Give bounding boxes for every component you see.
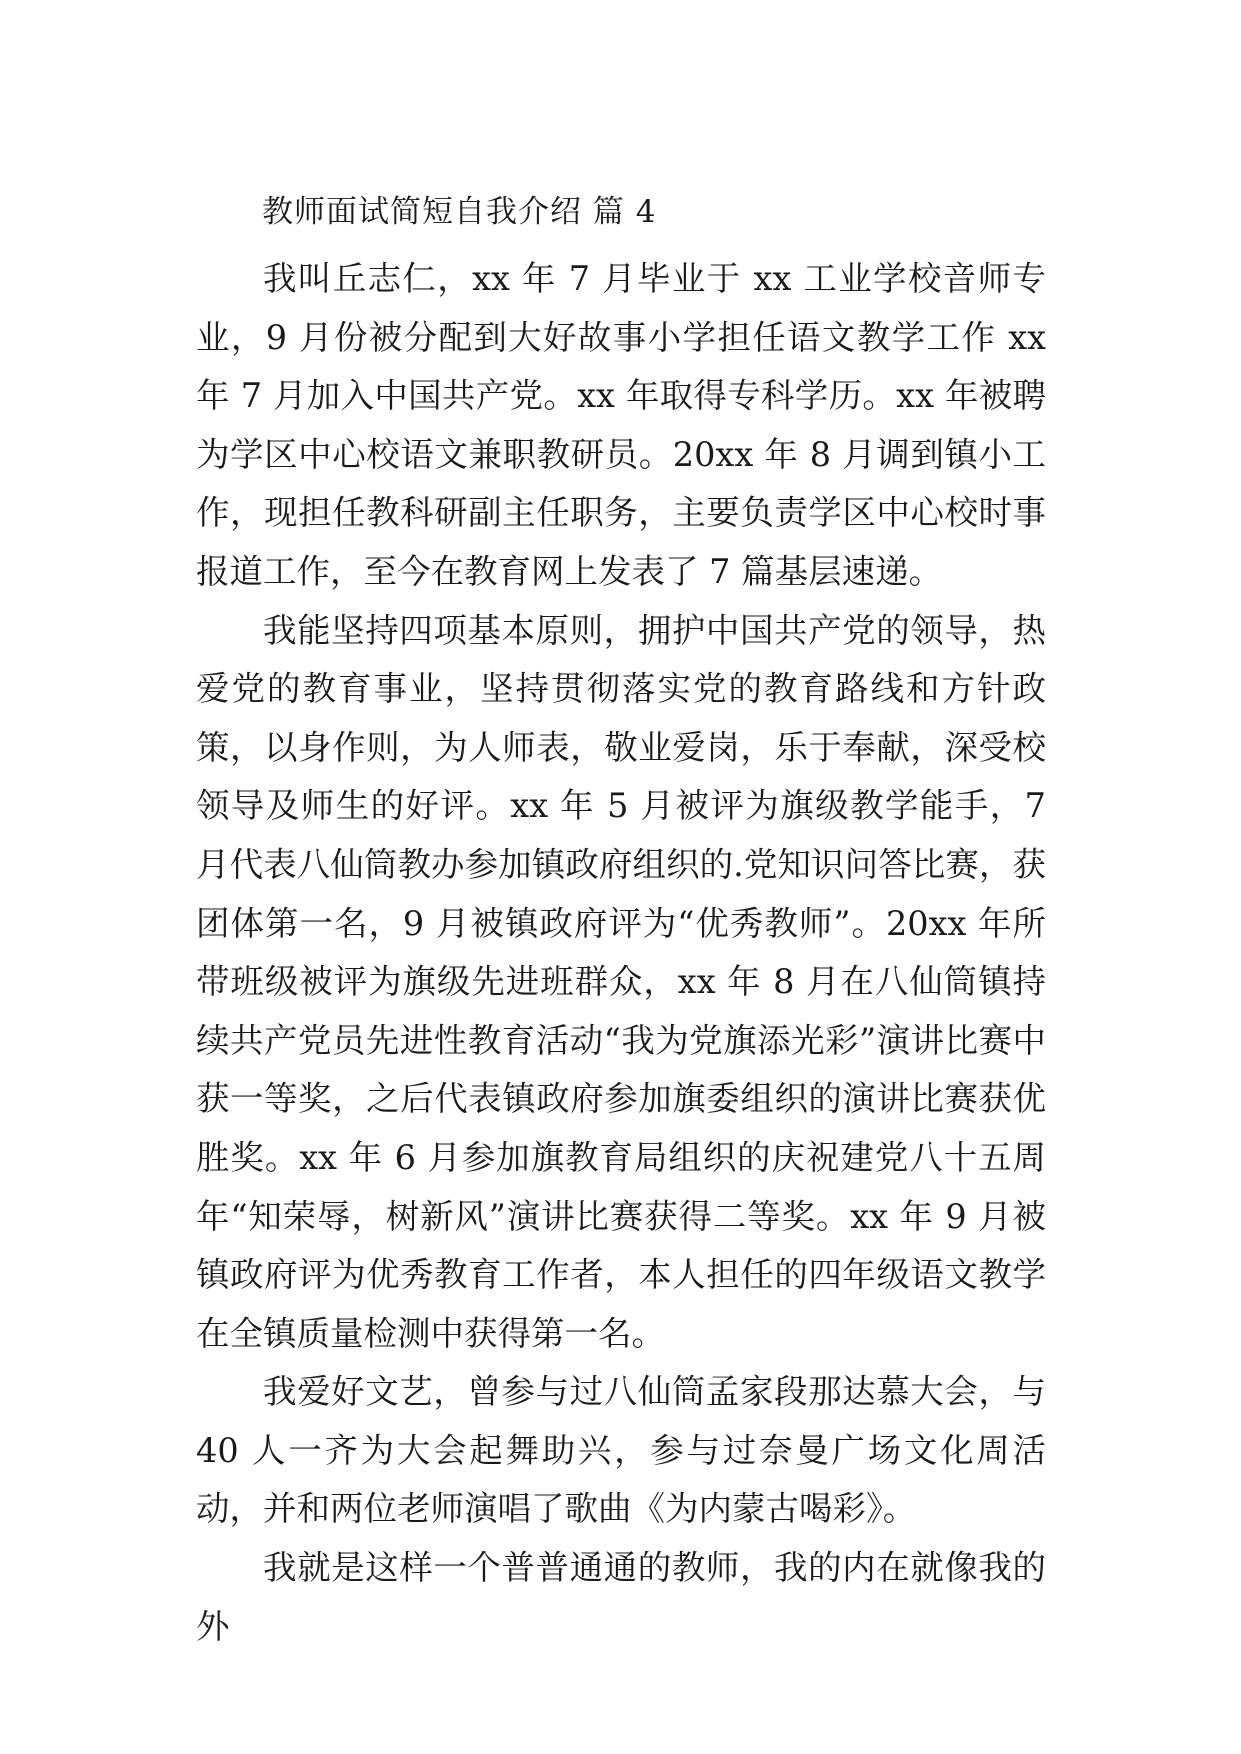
paragraph-2: 我能坚持四项基本原则，拥护中国共产党的领导，热爱党的教育事业，坚持贯彻落实党的教育路线和方针政策，以身作则，为人师表，敬业爱岗，乐于奉献，深受校领导及师生的好评。xx 年 5 月被评为旗级教学能手，7 月代表八仙筒教办参加镇政府组织的.党知识问答比赛，获团体第一名，9 月被镇政府评为“优秀教师”。20xx 年所带班级被评为旗级先进班群众，xx 年 8 月在八仙筒镇持续共产党员先进性教育活动“我为党旗添光彩”演讲比赛中获一等奖，之后代表镇政府参加旗委组织的演讲比赛获优胜奖。xx 年 6 月参加旗教育局组织的庆祝建党八十五周年“知荣辱，树新风”演讲比赛获得二等奖。xx 年 9 月被镇政府评为优秀教育工作者，本人担任的四年级语文教学在全镇质量检测中获得第一名。 xyxy=(196,610,1046,1353)
paragraph-4: 我就是这样一个普普通通的教师，我的内在就像我的外 xyxy=(196,1548,1046,1646)
paragraph-1: 我叫丘志仁，xx 年 7 月毕业于 xx 工业学校音师专业，9 月份被分配到大好故事小学担任语文教学工作 xx 年 7 月加入中国共产党。xx 年取得专科学历。xx 年被聘为学区中心校语文兼职教研员。20xx 年 8 月调到镇小工作，现担任教科研副主任职务，主要负责学区中心校时事报道工作，至今在教育网上发表了 7 篇基层速递。 xyxy=(196,259,1046,591)
paragraph-3: 我爱好文艺，曾参与过八仙筒孟家段那达慕大会，与 40 人一齐为大会起舞助兴，参与过奈曼广场文化周活动，并和两位老师演唱了歌曲《为内蒙古喝彩》。 xyxy=(196,1372,1046,1529)
document-body xyxy=(196,250,1046,1656)
document-title: 教师面试简短自我介绍 篇 4 xyxy=(262,194,657,230)
